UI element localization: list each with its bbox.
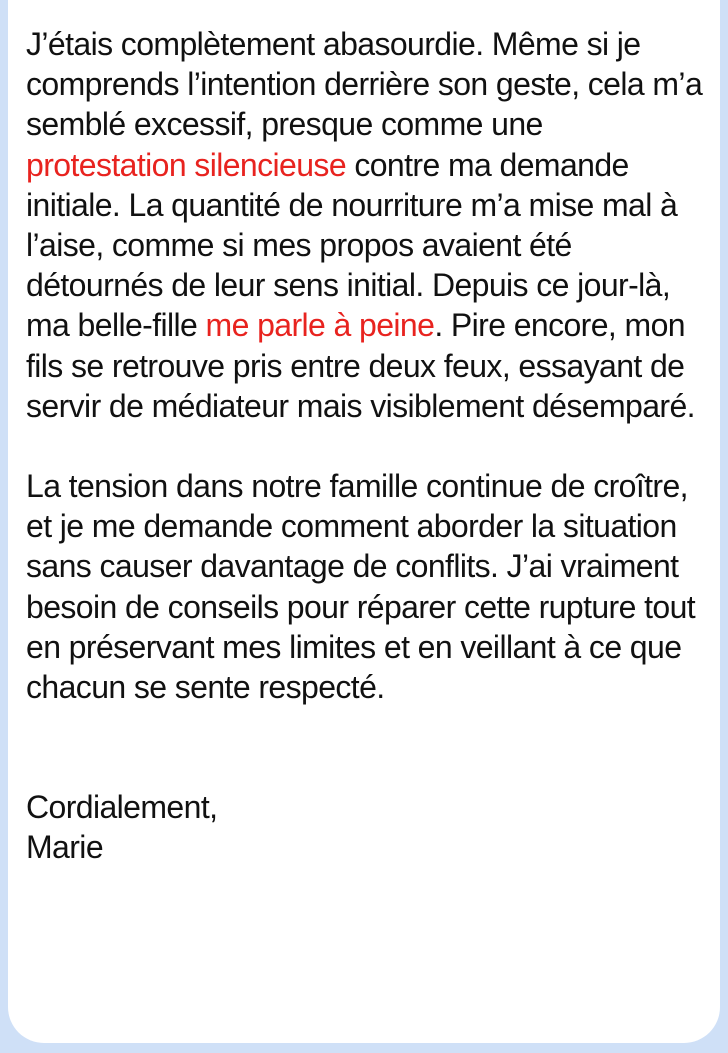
paragraph-1	[26, 24, 706, 426]
highlight-silent-protest: protestation silencieuse	[26, 146, 347, 183]
letter-body	[26, 24, 706, 868]
paragraph-1-part-2: contre ma demande initiale. La quantité de nourriture m’a mise mal à l’aise, comme si mes propos avaient été détournés de leur sens initial. Depuis ce jour-là, ma belle-fille	[26, 146, 678, 344]
paragraph-1-part-1: J’étais complètement abasourdie. Même si je comprends l’intention derrière son geste, cela m’a semblé excessif, presque comme une	[26, 26, 703, 143]
signature: Marie	[26, 829, 104, 866]
paragraph-2: La tension dans notre famille continue de croître, et je me demande comment aborder la situation sans causer davantage de conflits. J’ai vraiment besoin de conseils pour réparer cette rupture tout en préservant mes limites et en veillant à ce que chacun se sente respecté.	[26, 468, 696, 706]
paragraph-1-part-3: . Pire encore, mon fils se retrouve pris entre deux feux, essayant de servir de médiateur mais visiblement désemparé.	[26, 307, 695, 424]
closing-line: Cordialement,	[26, 789, 218, 826]
highlight-barely-speaks: me parle à peine	[205, 307, 435, 344]
